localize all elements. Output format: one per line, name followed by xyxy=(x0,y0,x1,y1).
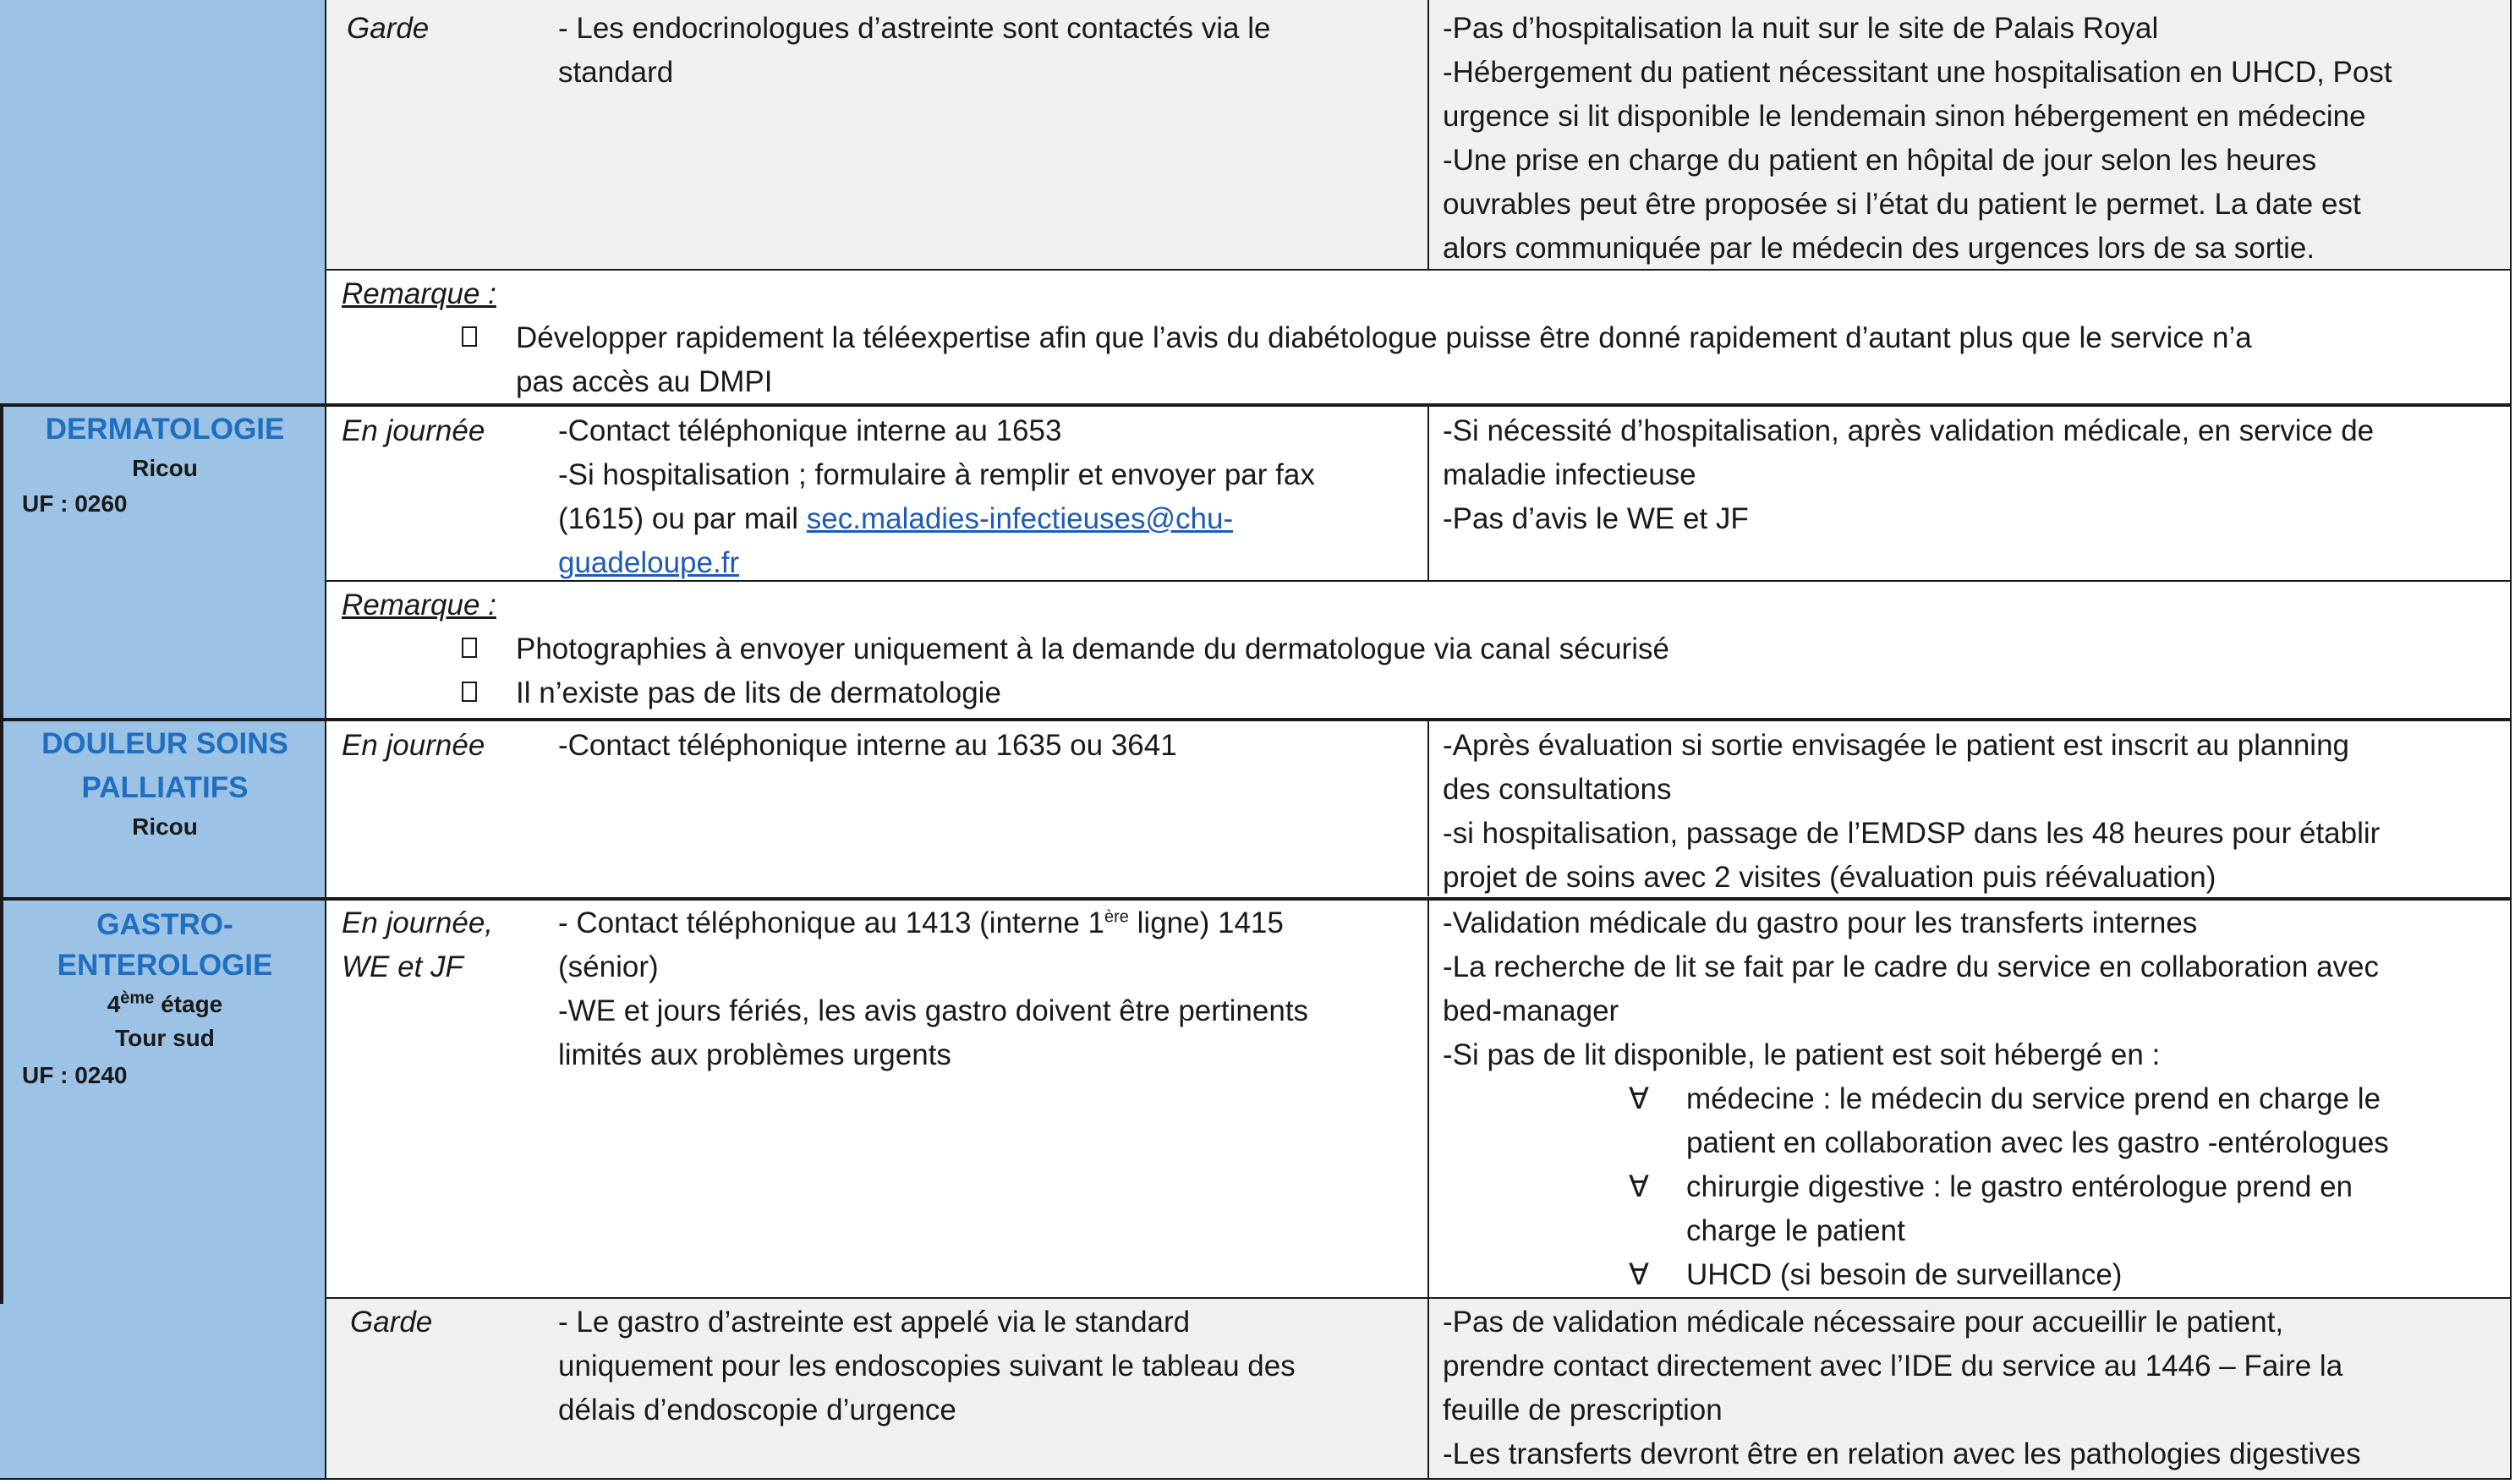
bullet-line: patient en collaboration avec les gastro -entérologues xyxy=(1686,1126,2389,1159)
orientation-cell xyxy=(1443,724,2380,900)
contact-line: -WE et jours fériés, les avis gastro doivent être pertinents xyxy=(558,994,1309,1027)
orientation-line: -Une prise en charge du patient en hôpital de jour selon les heures xyxy=(1443,144,2317,177)
service-tower: Tour sud xyxy=(115,1025,215,1051)
service-site: Ricou xyxy=(132,813,198,840)
contact-cell xyxy=(558,7,1270,95)
service-title-gastro-2: ENTEROLOGIE xyxy=(57,949,273,982)
orientation-line: -Les transferts devront être en relation avec les pathologies digestives xyxy=(1443,1437,2361,1470)
contact-line: limités aux problèmes urgents xyxy=(558,1038,951,1071)
grid-line xyxy=(1427,0,1429,269)
grid-line xyxy=(1427,406,1429,582)
remarque-label: Remarque : xyxy=(342,277,496,310)
orientation-cell xyxy=(1443,901,2379,1077)
grid-line xyxy=(0,718,2512,721)
period-label-journee: En journée xyxy=(342,729,485,762)
orientation-line: -Pas de validation médicale nécessaire pour accueillir le patient, xyxy=(1443,1306,2284,1339)
contact-line: -Contact téléphonique interne au 1653 xyxy=(558,414,1062,447)
contact-text: - Contact téléphonique au 1413 (interne 1 xyxy=(558,906,1105,939)
contact-line xyxy=(558,901,1308,945)
service-uf: UF : 0260 xyxy=(22,490,128,517)
contact-suffix: ère xyxy=(1104,907,1129,927)
remarque-line: Il n’existe pas de lits de dermatologie xyxy=(516,676,1001,709)
orientation-line: feuille de prescription xyxy=(1443,1394,1723,1427)
grid-line xyxy=(325,0,326,1480)
contact-line: délais d’endoscopie d’urgence xyxy=(558,1394,956,1427)
orientation-line: bed-manager xyxy=(1443,994,1619,1027)
orientation-line: projet de soins avec 2 visites (évaluation puis réévaluation) xyxy=(1443,861,2216,894)
contact-line: -Contact téléphonique interne au 1635 ou 3641 xyxy=(558,729,1177,762)
period-label-line: En journée, xyxy=(342,906,494,939)
checkbox-bullet-icon xyxy=(462,682,477,702)
contact-line: - Le gastro d’astreinte est appelé via le standard xyxy=(558,1306,1191,1339)
orientation-line: -La recherche de lit se fait par le cadre du service en collaboration avec xyxy=(1443,950,2379,983)
orientation-cell xyxy=(1443,7,2392,271)
service-title-dermatologie: DERMATOLOGIE xyxy=(45,413,285,446)
email-link-continued[interactable]: guadeloupe.fr xyxy=(558,546,740,579)
period-label-journee-we xyxy=(342,901,493,989)
service-site: Ricou xyxy=(132,455,198,481)
contact-cell xyxy=(558,409,1315,585)
grid-line xyxy=(2510,0,2512,1480)
orientation-line: urgence si lit disponible le lendemain sinon hébergement en médecine xyxy=(1443,100,2366,133)
service-title-douleur: DOULEUR SOINS xyxy=(41,727,288,760)
forall-bullet-icon: ∀ xyxy=(1629,1082,1649,1115)
orientation-line: -Si pas de lit disponible, le patient est soit hébergé en : xyxy=(1443,1038,2161,1071)
period-label-garde: Garde xyxy=(350,1306,433,1339)
bullet-line: chirurgie digestive : le gastro entérologue prend en xyxy=(1686,1170,2353,1203)
contact-line: standard xyxy=(558,56,674,89)
contact-text: (1615) ou par mail xyxy=(558,502,807,535)
contact-line: - Les endocrinologues d’astreinte sont contactés via le xyxy=(558,12,1271,45)
service-floor xyxy=(8,988,321,1021)
bullet-item xyxy=(1686,1165,2353,1253)
grid-line xyxy=(1427,720,1429,896)
remarque-item xyxy=(516,316,2252,404)
bullet-line: UHCD (si besoin de surveillance) xyxy=(1686,1258,2123,1291)
grid-line xyxy=(325,1297,2512,1299)
orientation-line: -Après évaluation si sortie envisagée le patient est inscrit au planning xyxy=(1443,729,2350,762)
floor-number: 4 xyxy=(107,991,121,1017)
forall-bullet-icon: ∀ xyxy=(1629,1170,1649,1203)
bullet-line: médecine : le médecin du service prend en charge le xyxy=(1686,1082,2381,1115)
floor-text: étage xyxy=(154,991,223,1017)
period-label-journee: En journée xyxy=(342,414,485,447)
orientation-line: des consultations xyxy=(1443,773,1672,806)
floor-suffix: ème xyxy=(120,988,155,1008)
service-title-douleur-2: PALLIATIFS xyxy=(81,771,249,804)
period-label-line: WE et JF xyxy=(342,950,463,983)
contact-cell xyxy=(558,901,1308,1077)
orientation-line: maladie infectieuse xyxy=(1443,458,1696,491)
orientation-line: -si hospitalisation, passage de l’EMDSP dans les 48 heures pour établir xyxy=(1443,817,2381,850)
orientation-line: -Pas d’avis le WE et JF xyxy=(1443,502,1749,535)
remarque-line: Photographies à envoyer uniquement à la demande du dermatologue via canal sécurisé xyxy=(516,632,1669,665)
bullet-line: charge le patient xyxy=(1686,1214,1905,1247)
grid-line xyxy=(0,719,3,898)
contact-cell xyxy=(558,1301,1296,1432)
orientation-line: prendre contact directement avec l’IDE du service au 1446 – Faire la xyxy=(1443,1350,2343,1383)
period-label-garde: Garde xyxy=(347,12,430,45)
remarque-line: pas accès au DMPI xyxy=(516,365,773,398)
orientation-cell xyxy=(1443,1301,2361,1476)
remarque-label: Remarque : xyxy=(342,589,496,622)
contact-text: ligne) 1415 xyxy=(1128,906,1284,939)
orientation-line: alors communiquée par le médecin des urgences lors de sa sortie. xyxy=(1443,232,2315,265)
email-link[interactable]: sec.maladies-infectieuses@chu- xyxy=(806,502,1234,535)
contact-line xyxy=(558,497,1315,541)
orientation-line: -Si nécessité d’hospitalisation, après validation médicale, en service de xyxy=(1443,414,2375,447)
service-uf: UF : 0240 xyxy=(22,1062,128,1088)
contact-line: (sénior) xyxy=(558,950,659,983)
orientation-cell xyxy=(1443,409,2374,541)
orientation-line: ouvrables peut être proposée si l’état du patient le permet. La date est xyxy=(1443,188,2361,221)
orientation-line: -Validation médicale du gastro pour les transferts internes xyxy=(1443,906,2198,939)
orientation-line: -Pas d’hospitalisation la nuit sur le site de Palais Royal xyxy=(1443,12,2159,45)
checkbox-bullet-icon xyxy=(462,326,477,347)
grid-line xyxy=(1427,900,1429,1480)
grid-line xyxy=(0,898,3,1304)
sidebar-endocrino xyxy=(0,0,325,404)
service-title-gastro: GASTRO- xyxy=(96,908,233,941)
orientation-line: -Hébergement du patient nécessitant une hospitalisation en UHCD, Post xyxy=(1443,56,2392,89)
contact-line: -Si hospitalisation ; formulaire à remplir et envoyer par fax xyxy=(558,458,1315,491)
grid-line xyxy=(0,1478,2512,1480)
remarque-line: Développer rapidement la téléexpertise afin que l’avis du diabétologue puisse être donné rapidement d’autant plus que le service n’a xyxy=(516,321,2252,354)
grid-line xyxy=(0,404,3,719)
contact-line: uniquement pour les endoscopies suivant le tableau des xyxy=(558,1350,1296,1383)
checkbox-bullet-icon xyxy=(462,638,477,658)
bullet-item xyxy=(1686,1077,2389,1165)
forall-bullet-icon: ∀ xyxy=(1629,1258,1649,1291)
